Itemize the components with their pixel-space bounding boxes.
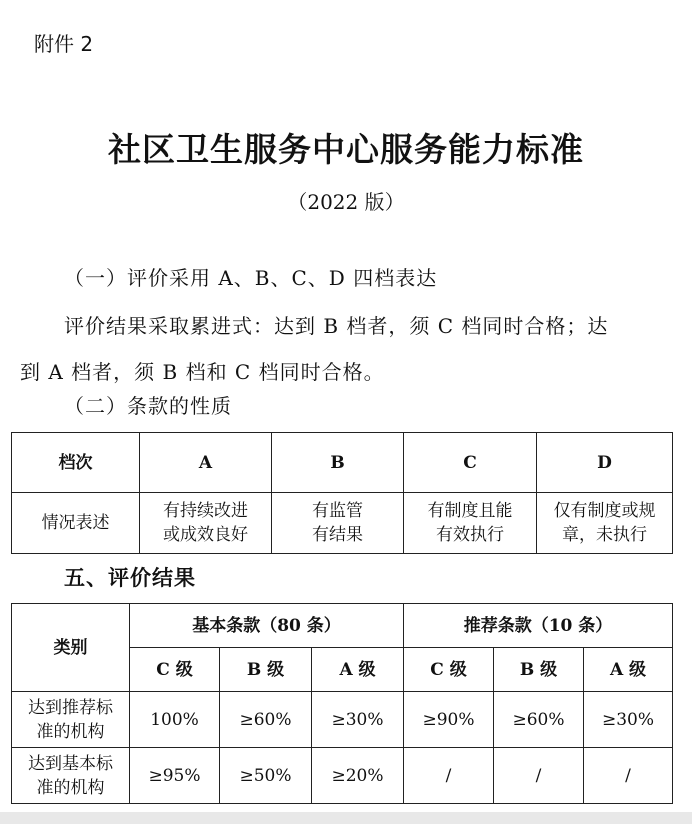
result-table-group-row <box>12 604 673 648</box>
category-header: 类别 <box>12 604 130 692</box>
row-label-line: 达到推荐标 <box>28 697 113 718</box>
grade-cell-line: 章，未执行 <box>562 525 647 545</box>
section-heading-2: （二）条款的性质 <box>64 394 232 418</box>
grade-cell-line: 有制度且能 <box>427 501 513 521</box>
row-label-line: 准的机构 <box>36 777 105 798</box>
level-header: A 级 <box>584 648 673 692</box>
paragraph-line-2: 到 A 档者，须 B 档和 C 档同时合格。 <box>20 360 385 384</box>
grade-cell-line: 有效执行 <box>436 525 504 545</box>
grade-table <box>11 432 673 554</box>
grade-cell-line: 仅有制度或规 <box>553 501 656 521</box>
table-row <box>12 692 673 748</box>
paragraph-line-1: 评价结果采取累进式：达到 B 档者，须 C 档同时合格；达 <box>64 314 609 338</box>
value-cell: 100% <box>130 692 220 748</box>
grade-header-cell: A <box>140 433 272 493</box>
row-label <box>12 692 130 748</box>
grade-cell <box>537 493 673 554</box>
section-heading-1: （一）评价采用 A、B、C、D 四档表达 <box>64 266 438 290</box>
value-cell: ≥20% <box>312 748 404 804</box>
value-cell: ≥60% <box>494 692 584 748</box>
value-cell: ≥50% <box>220 748 312 804</box>
level-header: A 级 <box>312 648 404 692</box>
grade-header-cell: B <box>272 433 404 493</box>
grade-cell-line: 有持续改进 <box>163 501 248 521</box>
grade-header-cell: D <box>537 433 673 493</box>
level-header: B 级 <box>220 648 312 692</box>
page-title: 社区卫生服务中心服务能力标准 <box>108 130 584 169</box>
result-table <box>11 603 673 804</box>
grade-cell <box>272 493 404 554</box>
level-header: C 级 <box>130 648 220 692</box>
attachment-label: 附件 2 <box>34 32 94 56</box>
grade-cell <box>140 493 272 554</box>
value-cell: ≥30% <box>312 692 404 748</box>
grade-cell <box>404 493 537 554</box>
value-cell: / <box>494 748 584 804</box>
grade-cell-line: 有监管 <box>312 501 363 521</box>
row-label-line: 达到基本标 <box>28 753 113 774</box>
level-header: B 级 <box>494 648 584 692</box>
page-subtitle: （2022 版） <box>287 190 405 214</box>
grade-header-cell: 档次 <box>12 433 140 493</box>
value-cell: / <box>404 748 494 804</box>
grade-row-label: 情况表述 <box>12 493 140 554</box>
grade-cell-line: 或成效良好 <box>163 525 248 545</box>
grade-table-row <box>12 493 673 554</box>
grade-header-cell: C <box>404 433 537 493</box>
group-header-recommended: 推荐条款（10 条） <box>404 604 673 648</box>
level-header: C 级 <box>404 648 494 692</box>
value-cell: ≥30% <box>584 692 673 748</box>
grade-table-header-row <box>12 433 673 493</box>
bottom-scroll-bar <box>0 812 692 824</box>
group-header-basic: 基本条款（80 条） <box>130 604 404 648</box>
value-cell: ≥95% <box>130 748 220 804</box>
row-label-line: 准的机构 <box>36 721 105 742</box>
value-cell: ≥60% <box>220 692 312 748</box>
table-row <box>12 748 673 804</box>
value-cell: / <box>584 748 673 804</box>
grade-cell-line: 有结果 <box>312 525 363 545</box>
value-cell: ≥90% <box>404 692 494 748</box>
section-heading-5: 五、评价结果 <box>64 566 196 590</box>
row-label <box>12 748 130 804</box>
